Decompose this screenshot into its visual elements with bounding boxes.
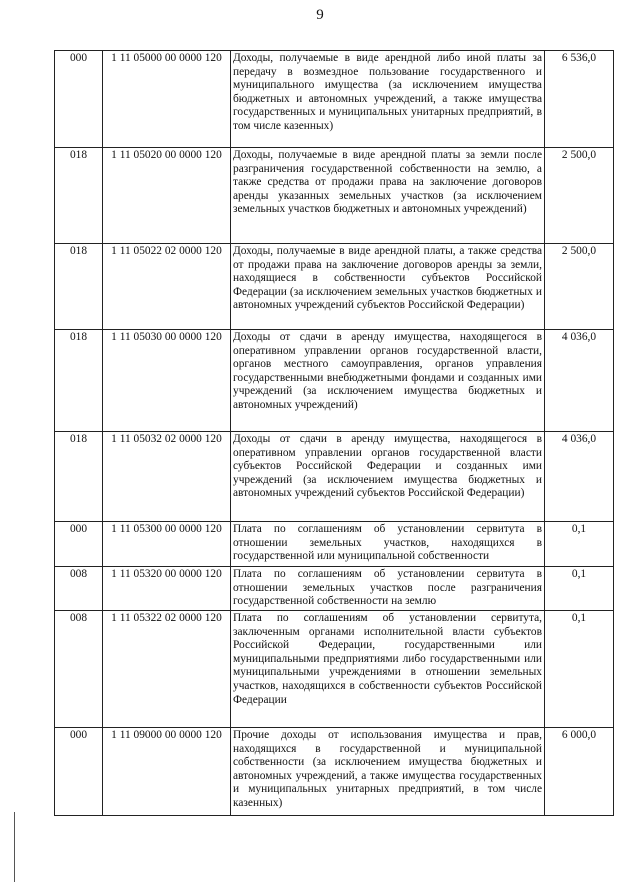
- table-row: [55, 148, 614, 244]
- budget-code-cell: 1 11 05300 00 0000 120: [103, 522, 231, 567]
- admin-code-cell: 008: [55, 567, 103, 611]
- description-cell: Плата по соглашениям об установлении сервитута в отношении земельных участков после разграничения государственной собственности на землю: [231, 567, 545, 611]
- description-cell: Доходы, получаемые в виде арендной платы за земли после разграничения государственной собственности на землю, а также средства от продажи права на заключение договоров аренды указанных земельных участков (за исключением земельных участков бюджетных и автономных учреждений): [231, 148, 545, 244]
- amount-cell: 0,1: [545, 611, 614, 728]
- description-cell: Доходы, получаемые в виде арендной платы, а также средства от продажи права на заключение договоров аренды за земли, находящиеся в собственности субъектов Российской Федерации (за исключением земельных участков бюджетных и автономных учреждений субъектов Российской Федерации): [231, 244, 545, 330]
- table-row: [55, 522, 614, 567]
- budget-code-cell: 1 11 05322 02 0000 120: [103, 611, 231, 728]
- amount-cell: 4 036,0: [545, 432, 614, 522]
- amount-cell: 6 536,0: [545, 51, 614, 148]
- table-row: [55, 244, 614, 330]
- admin-code-cell: 008: [55, 611, 103, 728]
- admin-code-cell: 000: [55, 728, 103, 816]
- page-number: 9: [316, 7, 324, 23]
- budget-code-cell: 1 11 05320 00 0000 120: [103, 567, 231, 611]
- amount-cell: 0,1: [545, 522, 614, 567]
- budget-code-cell: 1 11 05022 02 0000 120: [103, 244, 231, 330]
- admin-code-cell: 000: [55, 522, 103, 567]
- description-cell: Доходы, получаемые в виде арендной либо иной платы за передачу в возмездное пользование государственного и муниципального имущества (за исключением имущества бюджетных и автономных учреждений, а также имущества государственных и муниципальных унитарных предприятий, в том числе казенных): [231, 51, 545, 148]
- description-cell: Плата по соглашениям об установлении сервитута в отношении земельных участков, находящихся в государственной или муниципальной собственности: [231, 522, 545, 567]
- table-row: [55, 330, 614, 432]
- admin-code-cell: 018: [55, 432, 103, 522]
- budget-code-cell: 1 11 05020 00 0000 120: [103, 148, 231, 244]
- admin-code-cell: 018: [55, 330, 103, 432]
- budget-code-cell: 1 11 05032 02 0000 120: [103, 432, 231, 522]
- table-row: [55, 728, 614, 816]
- description-cell: Доходы от сдачи в аренду имущества, находящегося в оперативном управлении органов государственной власти субъектов Российской Федерации и созданных ими учреждений (за исключением имущества бюджетных и автономных учреждений субъектов Российской Федерации): [231, 432, 545, 522]
- revenue-table: [54, 50, 614, 816]
- amount-cell: 6 000,0: [545, 728, 614, 816]
- description-cell: Прочие доходы от использования имущества и прав, находящихся в государственной и муниципальной собственности (за исключением имущества бюджетных и автономных учреждений, а также имущества государственных и муниципальных унитарных предприятий, в том числе казенных): [231, 728, 545, 816]
- admin-code-cell: 018: [55, 244, 103, 330]
- admin-code-cell: 000: [55, 51, 103, 148]
- amount-cell: 2 500,0: [545, 244, 614, 330]
- amount-cell: 4 036,0: [545, 330, 614, 432]
- budget-code-cell: 1 11 05000 00 0000 120: [103, 51, 231, 148]
- amount-cell: 2 500,0: [545, 148, 614, 244]
- table-row: [55, 611, 614, 728]
- budget-code-cell: 1 11 05030 00 0000 120: [103, 330, 231, 432]
- description-cell: Доходы от сдачи в аренду имущества, находящегося в оперативном управлении органов государственной власти, органов местного самоуправления, органов управления государственными внебюджетными фондами и созданных ими учреждений (за исключением имущества бюджетных и автономных учреждений): [231, 330, 545, 432]
- table-row: [55, 567, 614, 611]
- table-row: [55, 432, 614, 522]
- table-row: [55, 51, 614, 148]
- scan-margin-line: [14, 812, 15, 882]
- amount-cell: 0,1: [545, 567, 614, 611]
- admin-code-cell: 018: [55, 148, 103, 244]
- description-cell: Плата по соглашениям об установлении сервитута, заключенным органами исполнительной власти субъектов Российской Федерации, государственными или муниципальными предприятиями либо государственными или муниципальными учреждениями в отношении земельных участков, находящихся в собственности субъектов Российской Федерации: [231, 611, 545, 728]
- budget-code-cell: 1 11 09000 00 0000 120: [103, 728, 231, 816]
